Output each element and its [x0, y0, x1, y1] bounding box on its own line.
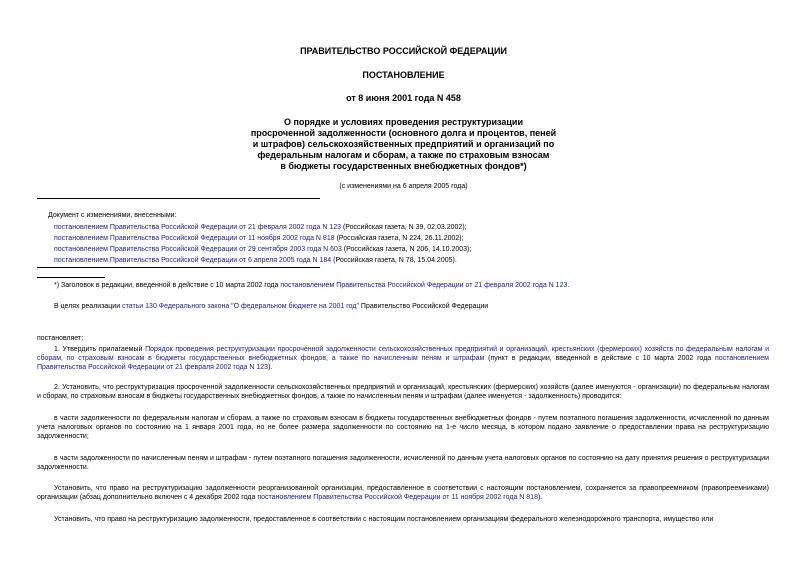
- changes-note: (с изменениями на 6 апреля 2005 года): [339, 183, 468, 190]
- amendment-item: [54, 244, 471, 255]
- p5-link[interactable]: постановлением Правительства Российской Федерации от 11 ноября 2002 года N 818: [257, 494, 538, 502]
- footnote-end: .: [567, 282, 570, 289]
- issuer-heading: ПРАВИТЕЛЬСТВО РОССИЙСКОЙ ФЕДЕРАЦИИ: [300, 46, 507, 56]
- doc-type-heading: ПОСТАНОВЛЕНИЕ: [362, 70, 445, 80]
- divider: [37, 198, 320, 199]
- title-line: в бюджеты государственных внебюджетных фондов*): [280, 161, 527, 171]
- title-line: просроченной задолженности (основного долга и процентов, пеней: [250, 128, 557, 138]
- p5-end: ).: [537, 494, 543, 502]
- footnote-link[interactable]: постановлением Правительства Российской Федерации от 21 февраля 2002 года N 123: [280, 282, 568, 289]
- amendment-source: (Российская газета, N 39, 02.03.2002);: [341, 224, 467, 231]
- document-title: [0, 117, 807, 172]
- date-number-heading: от 8 июня 2001 года N 458: [346, 93, 461, 103]
- amendments-intro: Документ с изменениями, внесенными:: [48, 212, 177, 219]
- amendment-link[interactable]: постановлением Правительства Российской Федерации от 29 сентября 2003 года N 603: [54, 246, 342, 253]
- amendments-list: [54, 222, 471, 266]
- preamble: [54, 302, 774, 311]
- p1-mid: (пункт в редакции, введенной в действие с 10 марта 2002 года: [484, 355, 716, 363]
- title-line: федеральным налогам и сборам, а также по страховым взносам: [257, 150, 550, 160]
- amendment-source: (Российская газета, N 78, 15.04.2005).: [331, 257, 457, 264]
- footnote: [54, 281, 774, 290]
- amendment-source: (Российская газета, N 206, 14.10.2003);: [341, 246, 472, 253]
- amendment-item: [54, 255, 471, 266]
- preamble-link[interactable]: статьи 130 Федерального закона "О федеральном бюджете на 2001 год": [122, 303, 359, 310]
- title-line: и штрафов) сельскохозяйственных предприятий и организаций по: [252, 139, 555, 149]
- p5-text: Установить, что право на реструктуризацию задолженности реорганизованной организации, предоставленное в соответствии с настоящим постановлением, сохраняется за правопреемником (правопреемниками) организации (абзац дополнительно включен с 4 декабря 2002 года: [37, 485, 769, 502]
- resolves-label: постановляет:: [37, 335, 84, 342]
- amendment-link[interactable]: постановлением Правительства Российской Федерации от 6 апреля 2005 года N 184: [54, 257, 332, 264]
- preamble-end: Правительство Российской Федерации: [358, 303, 489, 310]
- p1-amendment-link[interactable]: постановлением Правительства Российской Федерации от 21 февраля 2002 года N 123: [37, 355, 769, 372]
- p1-procedure-link[interactable]: Порядок проведения реструктуризации просроченной задолженности сельскохозяйственных предприятий и организаций, крестьянских (фермерских) хозяйств по федеральным налогам и сборам, по страховым взносам в бюджеты государственных внебюджетных фондов, а также по начисленным пеням и штрафам: [37, 346, 769, 363]
- paragraph-1: [37, 345, 769, 372]
- amendment-link[interactable]: постановлением Правительства Российской Федерации от 21 февраля 2002 года N 123: [54, 224, 341, 231]
- paragraph-2: 2. Установить, что реструктуризация просроченной задолженности сельскохозяйственных предприятий и организаций, крестьянских (фермерских) хозяйств (далее именуются - организации) по федеральным налогам и сборам, по страховым взносам в бюджеты государственных внебюджетных фондов, а также по начисленным пеням и штрафам (далее именуется - задолженность) проводится:: [37, 384, 769, 401]
- paragraph-5: [37, 484, 769, 502]
- title-line: О порядке и условиях проведения реструктуризации: [283, 117, 523, 127]
- footnote-text: *) Заголовок в редакции, введенной в действие с 10 марта 2002 года: [54, 282, 281, 289]
- paragraph-6: Установить, что право на реструктуризацию задолженности, предоставленное в соответствии с настоящим постановлением организациям федерального железнодорожного транспорта, имущество или: [54, 516, 714, 523]
- amendment-item: [54, 222, 471, 233]
- footnote-divider: [37, 277, 105, 278]
- paragraph-3: в части задолженности по федеральным налогам и сборам, а также по страховым взносам в бюджеты государственных внебюджетных фондов - путем поэтапного погашения задолженности, исчисленной по данным учета налоговых органов по состоянию на 1 января 2001 года, но не более размера задолженности по состоянию на 1-е число месяца, в котором подано заявление о предоставлении права на реструктуризацию задолженности;: [37, 415, 769, 441]
- preamble-text: В целях реализации: [54, 303, 123, 310]
- p1-start: 1. Утвердить прилагаемый: [54, 346, 146, 353]
- paragraph-4: в части задолженности по начисленным пеням и штрафам - путем поэтапного погашения задолженности, исчисленной по данным учета налоговых органов по состоянию на дату принятия решения о реструктуризации задолженности.: [37, 455, 769, 472]
- p1-end: ).: [268, 364, 273, 372]
- divider: [37, 267, 320, 268]
- amendment-item: [54, 233, 471, 244]
- amendment-link[interactable]: постановлением Правительства Российской Федерации от 11 ноября 2002 года N 818: [54, 235, 335, 242]
- amendment-source: (Российская газета, N 224, 26.11.2002);: [334, 235, 464, 242]
